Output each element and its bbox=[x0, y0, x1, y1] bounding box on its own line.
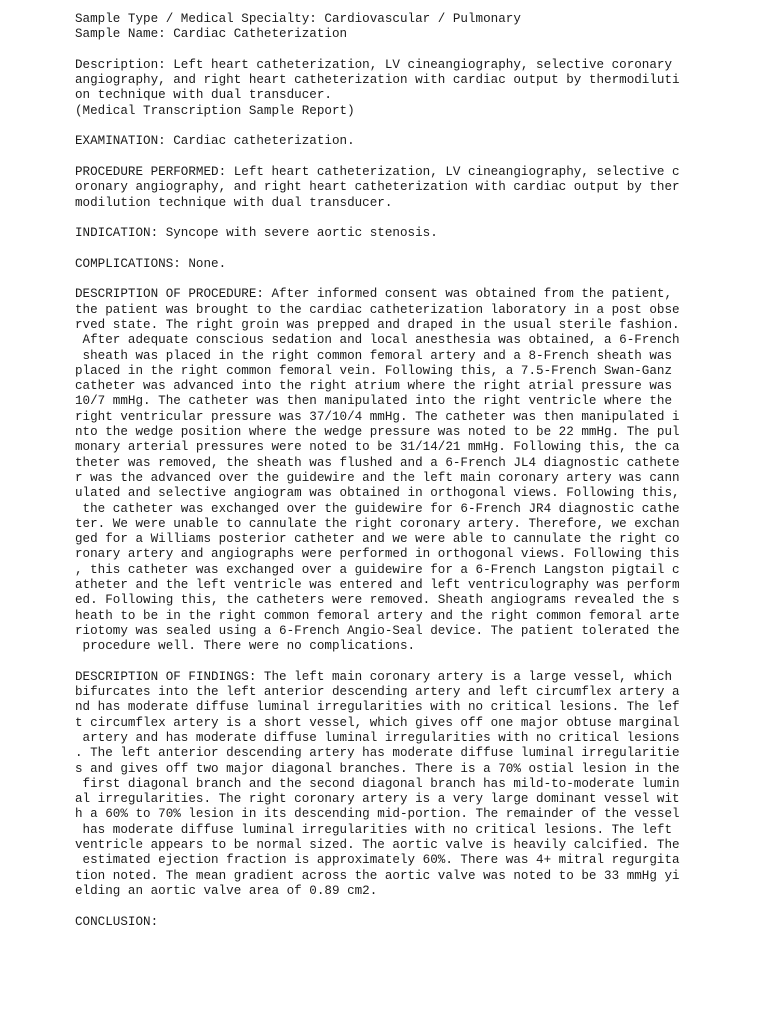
text-line: first diagonal branch and the second diagonal branch has mild-to-moderate lumin bbox=[75, 776, 680, 791]
text-line: the patient was brought to the cardiac catheterization laboratory in a post obse bbox=[75, 302, 680, 317]
text-line: . The left anterior descending artery has moderate diffuse luminal irregularitie bbox=[75, 746, 680, 761]
text-line: DESCRIPTION OF PROCEDURE: After informed consent was obtained from the patient, bbox=[75, 287, 673, 302]
text-line: procedure well. There were no complications. bbox=[75, 639, 416, 654]
blank-line bbox=[75, 241, 675, 256]
text-line: nto the wedge position where the wedge pressure was noted to be 22 mmHg. The pul bbox=[75, 425, 680, 440]
text-line: atheter and the left ventricle was entered and left ventriculography was perform bbox=[75, 577, 680, 592]
text-line: has moderate diffuse luminal irregularities with no critical lesions. The left bbox=[75, 822, 673, 837]
blank-line bbox=[75, 654, 675, 669]
text-line: (Medical Transcription Sample Report) bbox=[75, 103, 355, 118]
text-line: ventricle appears to be normal sized. The aortic valve is heavily calcified. The bbox=[75, 838, 680, 853]
text-line: After adequate conscious sedation and local anesthesia was obtained, a 6-French bbox=[75, 333, 680, 348]
text-line: the catheter was exchanged over the guidewire for 6-French JR4 diagnostic cathe bbox=[75, 501, 680, 516]
text-line: oronary angiography, and right heart catheterization with cardiac output by ther bbox=[75, 180, 680, 195]
text-line: 10/7 mmHg. The catheter was then manipulated into the right ventricle where the bbox=[75, 394, 673, 409]
text-line: h a 60% to 70% lesion in its descending mid-portion. The remainder of the vessel bbox=[75, 807, 680, 822]
text-line: t circumflex artery is a short vessel, which gives off one major obtuse marginal bbox=[75, 715, 680, 730]
text-line: sheath was placed in the right common femoral artery and a 8-French sheath was bbox=[75, 348, 673, 363]
text-line: CONCLUSION: bbox=[75, 914, 159, 929]
text-line: PROCEDURE PERFORMED: Left heart catheterization, LV cineangiography, selective c bbox=[75, 164, 680, 179]
text-line: , this catheter was exchanged over a guidewire for a 6-French Langston pigtail c bbox=[75, 562, 680, 577]
text-line: monary arterial pressures were noted to be 31/14/21 mmHg. Following this, the ca bbox=[75, 440, 680, 455]
text-line: modilution technique with dual transducer. bbox=[75, 195, 393, 210]
text-line: al irregularities. The right coronary artery is a very large dominant vessel wit bbox=[75, 792, 680, 807]
text-line: artery and has moderate diffuse luminal irregularities with no critical lesions bbox=[75, 730, 680, 745]
blank-line bbox=[75, 43, 675, 58]
text-line: r was the advanced over the guidewire and the left main coronary artery was cann bbox=[75, 470, 680, 485]
blank-line bbox=[75, 211, 675, 226]
text-line: riotomy was sealed using a 6-French Angio-Seal device. The patient tolerated the bbox=[75, 623, 680, 638]
text-line: placed in the right common femoral vein. Following this, a 7.5-French Swan-Ganz bbox=[75, 363, 673, 378]
text-line: rved state. The right groin was prepped and draped in the usual sterile fashion. bbox=[75, 317, 680, 332]
text-line: ged for a Williams posterior catheter and we were able to cannulate the right co bbox=[75, 532, 680, 547]
blank-line bbox=[75, 150, 675, 165]
text-line: tion noted. The mean gradient across the aortic valve was noted to be 33 mmHg yi bbox=[75, 868, 680, 883]
document-body bbox=[75, 12, 680, 930]
text-line: Sample Type / Medical Specialty: Cardiovascular / Pulmonary bbox=[75, 12, 521, 26]
text-line: s and gives off two major diagonal branches. There is a 70% ostial lesion in the bbox=[75, 761, 680, 776]
text-line: on technique with dual transducer. bbox=[75, 88, 332, 103]
text-line: heath to be in the right common femoral artery and the right common femoral arte bbox=[75, 608, 680, 623]
text-line: estimated ejection fraction is approximately 60%. There was 4+ mitral regurgita bbox=[75, 853, 680, 868]
text-line: right ventricular pressure was 37/10/4 mmHg. The catheter was then manipulated i bbox=[75, 409, 680, 424]
text-line: ter. We were unable to cannulate the right coronary artery. Therefore, we exchan bbox=[75, 516, 680, 531]
text-line: INDICATION: Syncope with severe aortic stenosis. bbox=[75, 226, 438, 241]
text-line: elding an aortic valve area of 0.89 cm2. bbox=[75, 883, 378, 898]
text-line: ulated and selective angiogram was obtained in orthogonal views. Following this, bbox=[75, 486, 680, 501]
text-line: Sample Name: Cardiac Catheterization bbox=[75, 27, 348, 42]
text-line: ronary artery and angiographs were performed in orthogonal views. Following this bbox=[75, 547, 680, 562]
text-line: catheter was advanced into the right atrium where the right atrial pressure was bbox=[75, 379, 673, 394]
text-line: DESCRIPTION OF FINDINGS: The left main coronary artery is a large vessel, which bbox=[75, 669, 673, 684]
text-line: EXAMINATION: Cardiac catheterization. bbox=[75, 134, 355, 149]
text-line: angiography, and right heart catheterization with cardiac output by thermodiluti bbox=[75, 73, 680, 88]
text-line: ed. Following this, the catheters were removed. Sheath angiograms revealed the s bbox=[75, 593, 680, 608]
text-line: Description: Left heart catheterization, LV cineangiography, selective coronary bbox=[75, 57, 673, 72]
text-line: COMPLICATIONS: None. bbox=[75, 256, 227, 271]
text-line: bifurcates into the left anterior descending artery and left circumflex artery a bbox=[75, 685, 680, 700]
blank-line bbox=[75, 119, 675, 134]
blank-line bbox=[75, 899, 675, 914]
text-line: theter was removed, the sheath was flushed and a 6-French JL4 diagnostic cathete bbox=[75, 455, 680, 470]
text-line: nd has moderate diffuse luminal irregularities with no critical lesions. The lef bbox=[75, 700, 680, 715]
blank-line bbox=[75, 272, 675, 287]
